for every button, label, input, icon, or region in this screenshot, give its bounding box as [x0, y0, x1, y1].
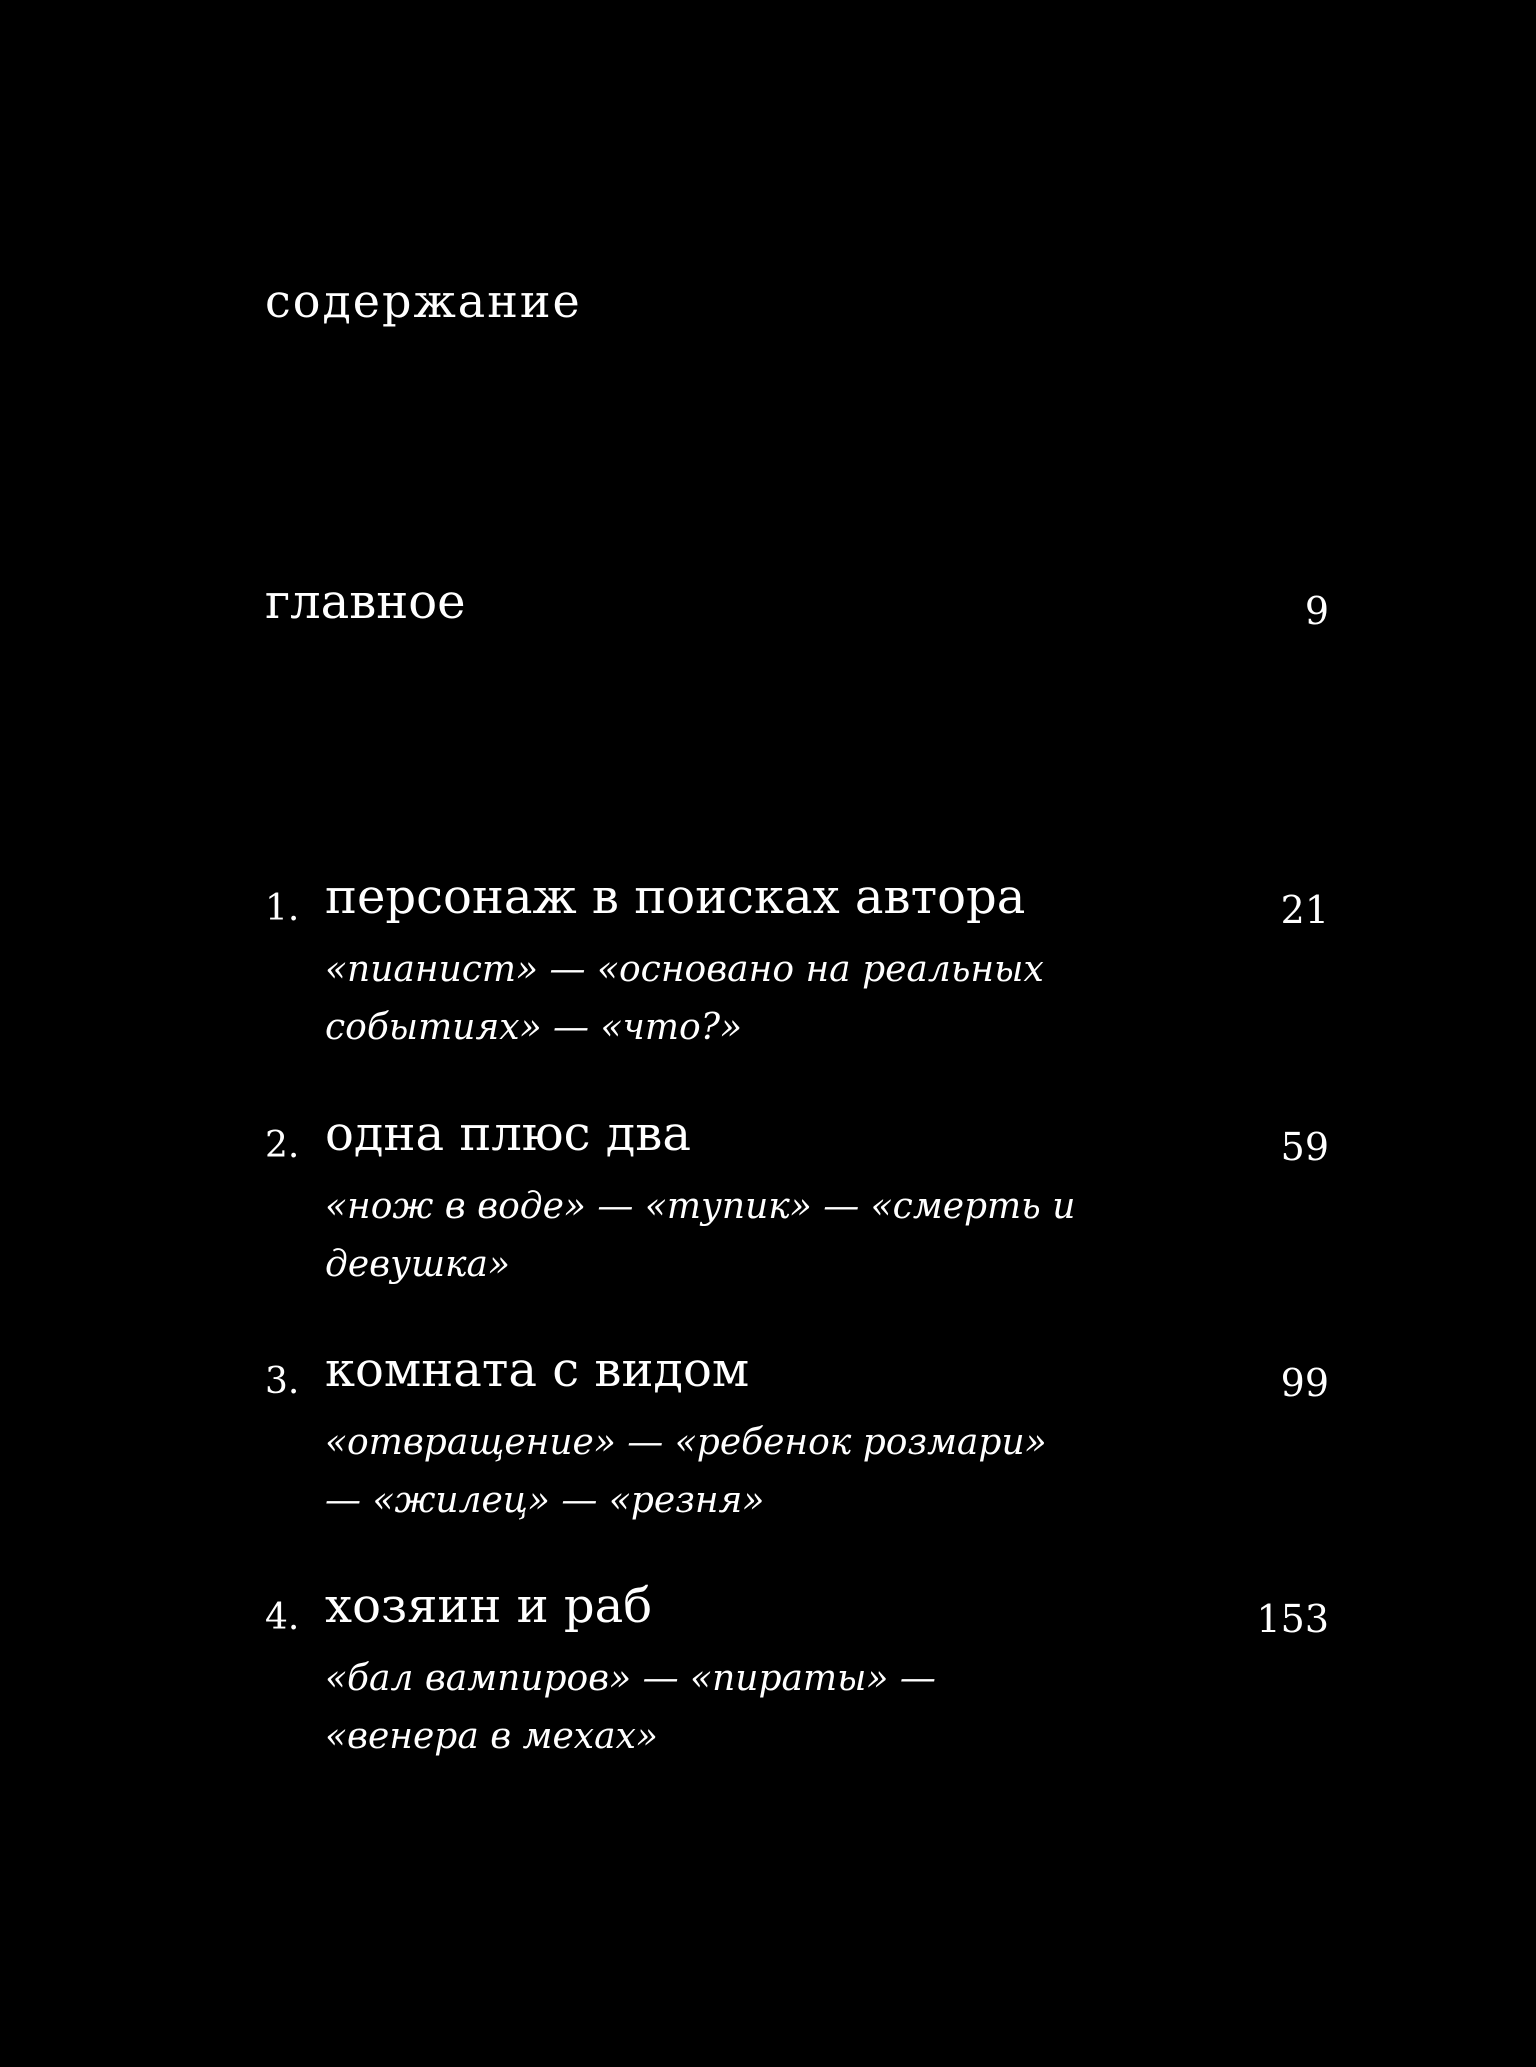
page-title: содержание — [265, 274, 582, 328]
intro-title: главное — [265, 574, 466, 630]
toc-entry-intro[interactable] — [265, 574, 1329, 638]
chapter-films: «нож в воде» — «тупик» — «смерть и девушка» — [325, 1186, 1076, 1285]
chapter-page-number: 59 — [1280, 1125, 1329, 1169]
chapter-page-number: 153 — [1256, 1597, 1329, 1641]
chapter-title: одна плюс два — [325, 1106, 691, 1162]
toc-entry-chapter-4[interactable] — [265, 1578, 1329, 1762]
chapter-page-number: 21 — [1280, 888, 1329, 932]
chapter-films: «пианист» — «основано на реальных событиях» — «что?» — [325, 949, 1044, 1048]
chapter-number: 3. — [265, 1361, 300, 1402]
toc-entry-chapter-1[interactable] — [265, 869, 1329, 1053]
toc-entry-chapter-2[interactable] — [265, 1106, 1329, 1290]
chapter-films: «отвращение» — «ребенок розмари» — «жилец» — «резня» — [325, 1422, 1047, 1521]
chapter-number: 2. — [265, 1125, 300, 1166]
chapter-page-number: 99 — [1280, 1361, 1329, 1405]
chapter-number: 4. — [265, 1597, 300, 1638]
toc-entry-chapter-3[interactable] — [265, 1342, 1329, 1526]
chapter-title: персонаж в поисках автора — [325, 869, 1026, 925]
intro-page-number: 9 — [1304, 589, 1329, 633]
chapter-films: «бал вампиров» — «пираты» — «венера в мехах» — [325, 1658, 936, 1757]
chapter-title: хозяин и раб — [325, 1578, 653, 1634]
chapter-title: комната с видом — [325, 1342, 750, 1398]
chapter-number: 1. — [265, 888, 300, 929]
